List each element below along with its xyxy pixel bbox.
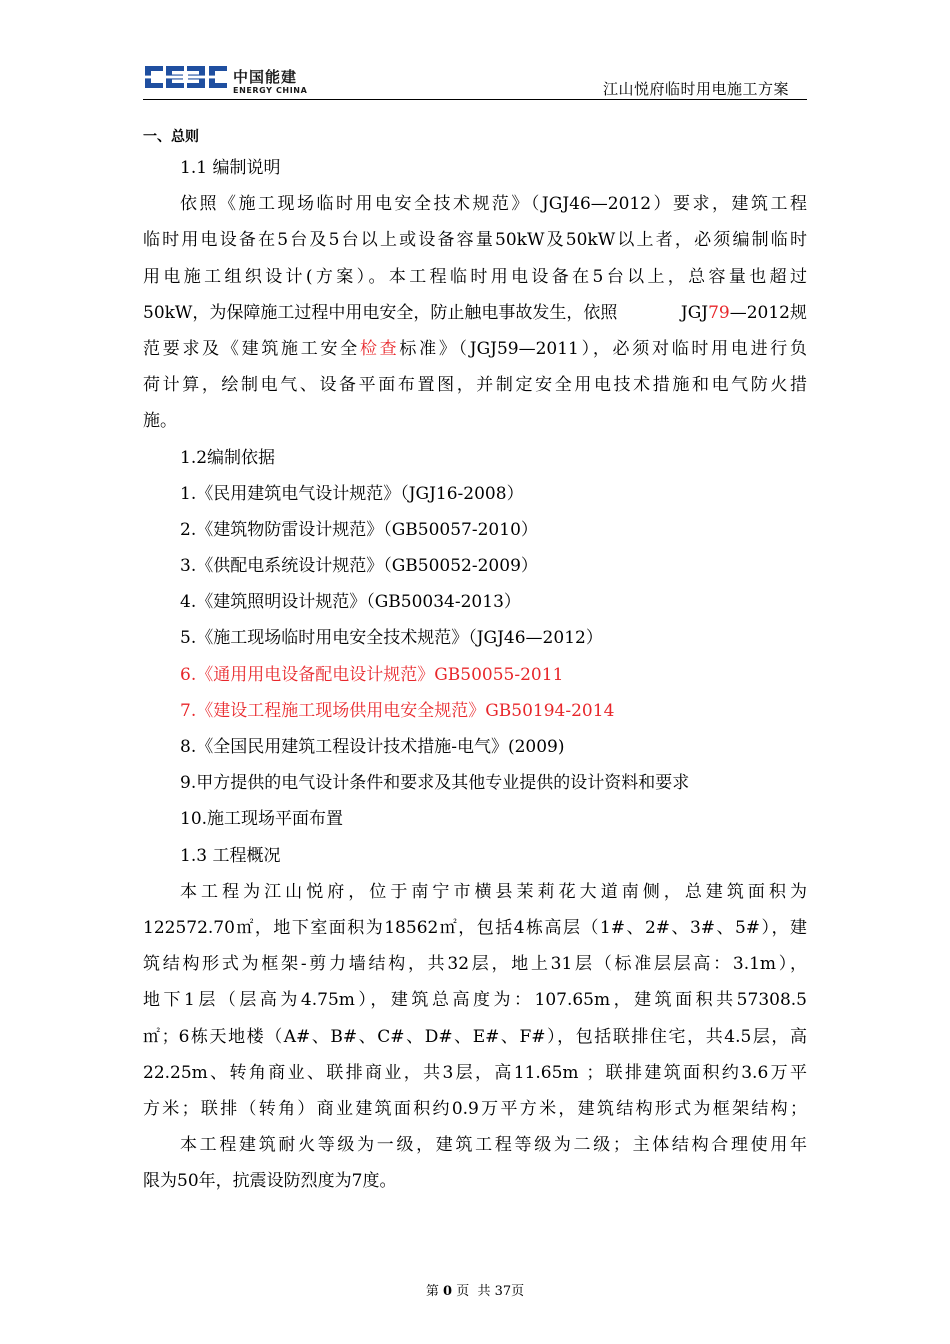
paragraph-line: 22.25m、转角商业、联排商业，共3层，高11.65m ；联排建筑面积约3.6万平	[143, 1062, 807, 1083]
paragraph-line: 本工程建筑耐火等级为一级，建筑工程等级为二级；主体结构合理使用年	[180, 1135, 807, 1156]
list-item: 8.《全国民用建筑工程设计技术措施-电气》(2009)	[180, 737, 565, 757]
list-item: 2.《建筑物防雷设计规范》（GB50057-2010）	[180, 519, 538, 540]
paragraph-line: 依照《施工现场临时用电安全技术规范》（JGJ46—2012）要求，建筑工程	[180, 194, 807, 215]
list-item: 3.《供配电系统设计规范》（GB50052-2009）	[180, 556, 538, 577]
paragraph-text: 标准》（JGJ59—2011），必须对临时用电进行负	[399, 338, 808, 359]
logo-chinese-text: 中国能建	[233, 68, 298, 86]
list-item: 1.《民用建筑电气设计规范》（JGJ16-2008）	[180, 483, 524, 504]
header-divider	[143, 99, 807, 100]
list-item-highlighted: 7.《建设工程施工现场供用电安全规范》GB50194-2014	[180, 700, 615, 721]
paragraph-text: 50kW，为保障施工过程中用电安全，防止触电事故发生，依照	[143, 302, 618, 323]
page-body	[143, 124, 807, 1199]
list-item: 9.甲方提供的电气设计条件和要求及其他专业提供的设计资料和要求	[180, 773, 690, 794]
paragraph-line: 荷计算，绘制电气、设备平面布置图，并制定安全用电技术措施和电气防火措	[143, 375, 807, 396]
paragraph-project-overview	[143, 874, 807, 1127]
document-title: 江山悦府临时用电施工方案	[602, 80, 789, 98]
list-item-highlighted: 6.《通用用电设备配电设计规范》GB50055-2011	[180, 664, 564, 685]
paragraph-line	[143, 295, 807, 331]
paragraph-line: 筑结构形式为框架-剪力墙结构，共32层，地上31层（标准层层高：3.1m），	[143, 954, 807, 975]
paragraph-line: 方米；联排（转角）商业建筑面积约0.9万平方米，建筑结构形式为框架结构；	[143, 1098, 807, 1119]
paragraph-line: 本工程为江山悦府，位于南宁市横县茉莉花大道南侧，总建筑面积为	[180, 881, 807, 902]
footer-prefix: 第	[425, 1284, 439, 1299]
list-item: 4.《建筑照明设计规范》（GB50034-2013）	[180, 592, 521, 613]
paragraph-line: 临时用电设备在5台及5台以上或设备容量50kW及50kW以上者，必须编制临时	[143, 230, 807, 251]
standard-code-suffix: —2012规	[729, 302, 807, 323]
list-item: 10.施工现场平面布置	[180, 809, 344, 830]
ceec-logo-mark-icon	[143, 64, 229, 90]
paragraph-text: 范要求及《建筑施工安全	[143, 338, 360, 359]
subsection-heading-1-3: 1.3 工程概况	[180, 845, 281, 866]
paragraph-line: 122572.70㎡，地下室面积为18562㎡，包括4栋高层（1#、2#、3#、5#），建	[143, 917, 807, 938]
standard-code	[681, 295, 807, 331]
paragraph-line: 施。	[143, 411, 177, 432]
ceec-logo	[143, 64, 313, 94]
basis-list	[143, 476, 807, 838]
highlighted-number: 79	[708, 302, 730, 323]
subsection-heading-1-1: 1.1 编制说明	[180, 158, 281, 178]
subsection-heading-1-2: 1.2编制依据	[180, 447, 276, 468]
paragraph-line: 用电施工组织设计(方案）。本工程临时用电设备在5台以上，总容量也超过	[143, 266, 807, 287]
page-header	[143, 58, 807, 100]
paragraph-compilation-note	[143, 186, 807, 439]
section-heading-general: 一、总则	[143, 129, 199, 145]
paragraph-line	[143, 331, 807, 367]
list-item: 5.《施工现场临时用电安全技术规范》（JGJ46—2012）	[180, 628, 603, 649]
logo-english-text: ENERGY CHINA	[233, 86, 308, 95]
paragraph-line: 地下1层（层高为4.75m），建筑总高度为：107.65m，建筑面积共57308.5	[143, 990, 807, 1011]
standard-code-prefix: JGJ	[680, 302, 709, 323]
highlighted-word: 检查	[359, 338, 400, 359]
page-total: 37	[494, 1284, 512, 1299]
page-footer	[0, 1280, 950, 1299]
footer-mid: 页 共	[456, 1284, 491, 1299]
page-number: 0	[443, 1284, 453, 1299]
paragraph-line: 限为50年，抗震设防烈度为7度。	[143, 1171, 397, 1192]
footer-suffix: 页	[511, 1284, 525, 1299]
paragraph-fire-rating	[143, 1127, 807, 1199]
paragraph-line: ㎡；6栋天地楼（A#、B#、C#、D#、E#、F#），包括联排住宅，共4.5层，高	[143, 1026, 807, 1047]
